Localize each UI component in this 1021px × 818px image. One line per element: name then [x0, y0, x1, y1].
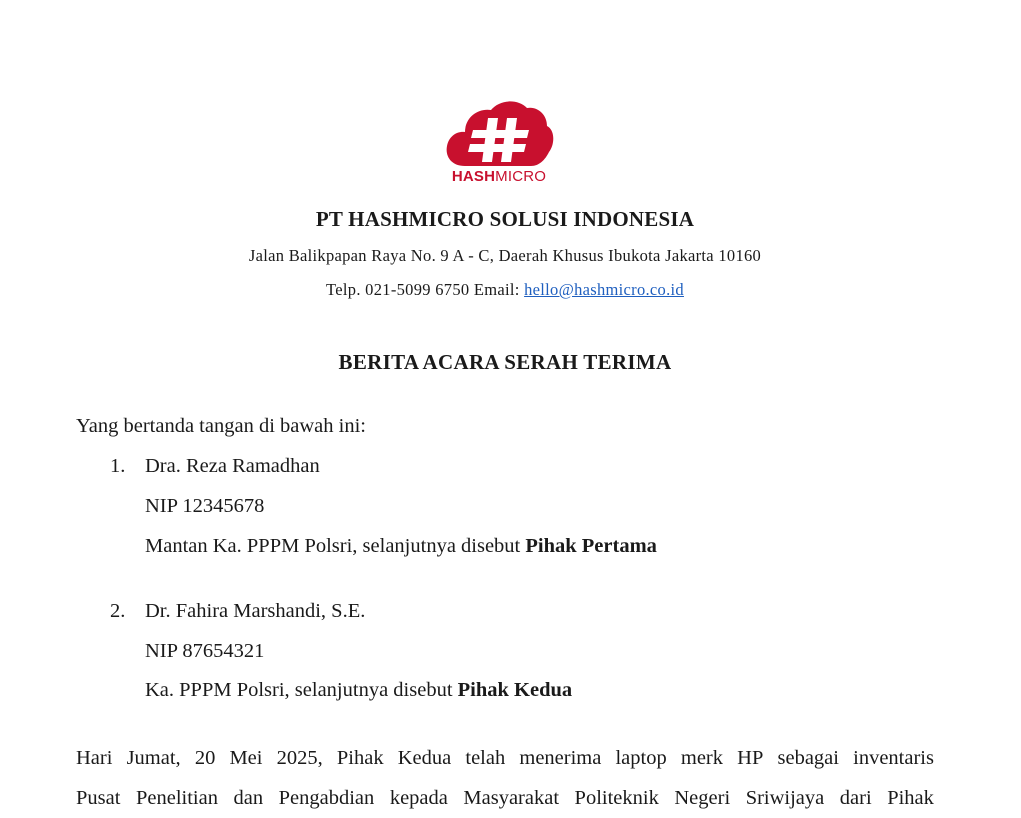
list-number: 2. [110, 600, 126, 622]
party-nip: NIP 87654321 [145, 640, 265, 662]
body-paragraph [76, 738, 934, 818]
party-name: Dra. Reza Ramadhan [145, 455, 320, 477]
intro-text: Yang bertanda tangan di bawah ini: [76, 415, 366, 437]
party-role-text: Ka. PPPM Polsri, selanjutnya disebut [145, 679, 458, 701]
party-role-label: Pihak Kedua [457, 679, 573, 701]
hash-cloud-icon [443, 96, 555, 168]
party-nip: NIP 12345678 [145, 495, 265, 517]
document-title: BERITA ACARA SERAH TERIMA [338, 350, 672, 374]
party-name: Dr. Fahira Marshandi, S.E. [145, 600, 366, 622]
company-name: PT HASHMICRO SOLUSI INDONESIA [315, 207, 695, 231]
body-line: Pusat Penelitian dan Pengabdian kepada Masyarakat Politeknik Negeri Sriwijaya dari Pihak [76, 787, 934, 809]
company-address: Jalan Balikpapan Raya No. 9 A - C, Daerah Khusus Ibukota Jakarta 10160 [248, 246, 762, 265]
logo-wordmark: HASHMICRO [451, 168, 547, 185]
party-role-text: Mantan Ka. PPPM Polsri, selanjutnya disebut [145, 535, 526, 557]
body-line: Hari Jumat, 20 Mei 2025, Pihak Kedua telah menerima laptop merk HP sebagai inventaris [76, 747, 934, 769]
party-role [145, 678, 572, 702]
company-contact [0, 280, 1010, 300]
party-role-label: Pihak Pertama [525, 535, 657, 557]
hashmicro-logo [443, 96, 555, 190]
contact-phone: Telp. 021-5099 6750 Email: [326, 280, 525, 299]
list-number: 1. [110, 455, 126, 477]
email-link[interactable]: hello@hashmicro.co.id [524, 280, 684, 299]
party-role [145, 534, 657, 558]
